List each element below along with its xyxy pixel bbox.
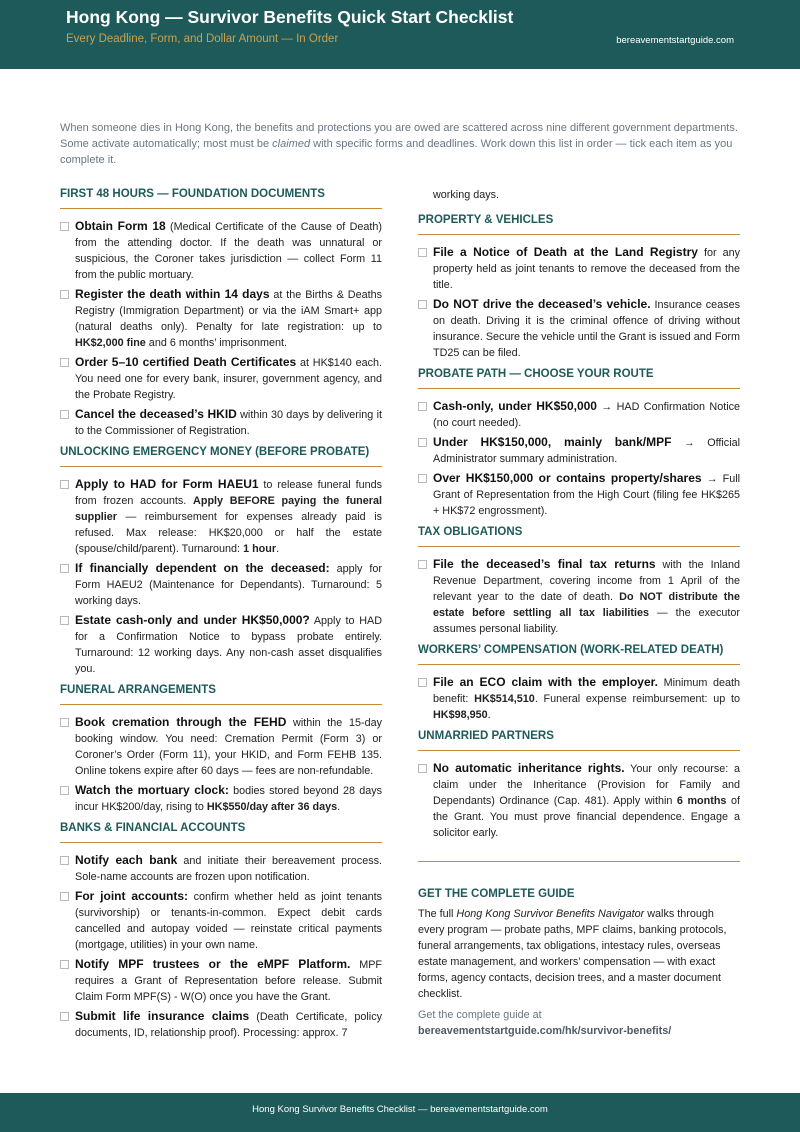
footer-banner <box>0 1093 800 1132</box>
header-banner <box>0 0 800 69</box>
section-funeral <box>60 682 382 815</box>
section-title: TAX OBLIGATIONS <box>418 524 740 547</box>
checklist-item: Register the death within 14 days at the Births & Deaths Registry (Immigration Department) or via the iAM Smart+ app (natural deaths only). Penalty for late registration: up to HK$2,000 fine and 6 months’ imprisonment. <box>60 286 382 351</box>
checkbox[interactable] <box>60 960 69 969</box>
checkbox[interactable] <box>60 222 69 231</box>
section-title: FIRST 48 HOURS — FOUNDATION DOCUMENTS <box>60 186 382 209</box>
guide-link-caption: Get the complete guide at <box>418 1009 542 1021</box>
checklist-item: Do NOT drive the deceased’s vehicle. Insurance ceases on death. Driving it is the criminal offence of driving without insurance. Secure the vehicle until the Grant is issued and Form TD25 can be filed. <box>418 296 740 361</box>
section-title: PROBATE PATH — CHOOSE YOUR ROUTE <box>418 366 740 389</box>
checkbox[interactable] <box>418 678 427 687</box>
section-workers-comp <box>418 642 740 723</box>
section-property <box>418 212 740 361</box>
checklist-item: Estate cash-only and under HK$50,000? Apply to HAD for a Confirmation Notice to bypass probate entirely. Turnaround: 12 working days. Any non-cash asset disqualifies you. <box>60 612 382 677</box>
checklist-item: No automatic inheritance rights. Your only recourse: a claim under the Inheritance (Provision for Family and Dependants) Ordinance (Cap. 481). Apply within 6 months of the Grant. You must prove financial dependence. Engage a solicitor early. <box>418 760 740 841</box>
section-title: BANKS & FINANCIAL ACCOUNTS <box>60 820 382 843</box>
checkbox[interactable] <box>60 1012 69 1021</box>
checkbox[interactable] <box>60 358 69 367</box>
checklist-item: Notify MPF trustees or the eMPF Platform. MPF requires a Grant of Representation before release. Submit Claim Form MPF(S) - W(O) once you have the Grant. <box>60 956 382 1005</box>
checklist-item: File an ECO claim with the employer. Minimum death benefit: HK$514,510. Funeral expense reimbursement: up to HK$98,950. <box>418 674 740 723</box>
section-title: UNLOCKING EMERGENCY MONEY (BEFORE PROBATE) <box>60 444 382 467</box>
checkbox[interactable] <box>60 564 69 573</box>
checklist-item: If financially dependent on the deceased: apply for Form HAEU2 (Maintenance for Dependants). Turnaround: 5 working days. <box>60 560 382 609</box>
checkbox[interactable] <box>418 560 427 569</box>
section-unmarried-partners <box>418 728 740 841</box>
section-probate <box>418 366 740 519</box>
checkbox[interactable] <box>60 290 69 299</box>
section-banks <box>60 820 382 1041</box>
section-title: PROPERTY & VEHICLES <box>418 212 740 235</box>
checklist-item: For joint accounts: confirm whether held as joint tenants (survivorship) or tenants-in-common. Expect debit cards cancelled and autopay voided — reinstate critical payments (mortgage, utilities) in your own name. <box>60 888 382 953</box>
checkbox[interactable] <box>60 480 69 489</box>
checkbox[interactable] <box>60 718 69 727</box>
checkbox[interactable] <box>418 764 427 773</box>
checklist-item: File a Notice of Death at the Land Registry for any property held as joint tenants to remove the deceased from the title. <box>418 244 740 293</box>
guide-description: The full Hong Kong Survivor Benefits Navigator walks through every program — probate paths, MPF claims, banking protocols, funeral arrangements, tax obligations, intestacy rules, overseas estate management, and workers’ compensation — with exact forms, agency contacts, decision trees, and a master document checklist. <box>418 908 727 1000</box>
guide-title: GET THE COMPLETE GUIDE <box>418 888 575 900</box>
guide-promo <box>418 886 740 1039</box>
continued-text: working days. <box>433 189 500 201</box>
page-subtitle: Every Deadline, Form, and Dollar Amount — In Order <box>66 33 339 45</box>
checklist-item: Cash-only, under HK$50,000 → HAD Confirmation Notice (no court needed). <box>418 398 740 431</box>
section-first-48-hours <box>60 186 382 439</box>
right-column <box>418 187 740 1039</box>
section-title: UNMARRIED PARTNERS <box>418 728 740 751</box>
section-emergency-money <box>60 444 382 677</box>
checkbox[interactable] <box>60 616 69 625</box>
section-title: FUNERAL ARRANGEMENTS <box>60 682 382 705</box>
section-title: WORKERS’ COMPENSATION (WORK-RELATED DEATH) <box>418 642 740 665</box>
checkbox[interactable] <box>60 786 69 795</box>
checkbox[interactable] <box>418 248 427 257</box>
checklist-item: Submit life insurance claims (Death Certificate, policy documents, ID, relationship proof). Processing: approx. 7 <box>60 1008 382 1041</box>
checklist-item: Watch the mortuary clock: bodies stored beyond 28 days incur HK$200/day, rising to HK$550/day after 36 days. <box>60 782 382 815</box>
checklist-item: Cancel the deceased’s HKID within 30 days by delivering it to the Commissioner of Registration. <box>60 406 382 439</box>
checklist-item: Order 5–10 certified Death Certificates at HK$140 each. You need one for every bank, insurer, government agency, and the Probate Registry. <box>60 354 382 403</box>
section-tax <box>418 524 740 637</box>
divider <box>418 861 740 862</box>
header-site-link[interactable]: bereavementstartguide.com <box>616 35 734 46</box>
checkbox[interactable] <box>418 300 427 309</box>
checklist-item: File the deceased’s final tax returns with the Inland Revenue Department, covering income from 1 April of the relevant year to the date of death. Do NOT distribute the estate before settling all tax liabilities — the executor assumes personal liability. <box>418 556 740 637</box>
footer-text: Hong Kong Survivor Benefits Checklist — bereavementstartguide.com <box>252 1104 548 1115</box>
page-title: Hong Kong — Survivor Benefits Quick Start Checklist <box>66 7 514 27</box>
checklist-item: Over HK$150,000 or contains property/shares → Full Grant of Representation from the High Court (filing fee HK$265 + HK$72 engrossment). <box>418 470 740 519</box>
checkbox[interactable] <box>60 892 69 901</box>
checklist-item: Apply to HAD for Form HAEU1 to release funeral funds from frozen accounts. Apply BEFORE paying the funeral supplier — reimbursement for expenses already paid is refused. Max release: HK$20,000 or half the estate (spouse/child/parent). Turnaround: 1 hour. <box>60 476 382 557</box>
checklist-item: Notify each bank and initiate their bereavement process. Sole-name accounts are frozen upon notification. <box>60 852 382 885</box>
checklist-item: Book cremation through the FEHD within the 15-day booking window. You need: Cremation Permit (Form 3) or Coroner’s Order (Form 11), your HKID, and Form FEHB 135. Online tokens expire after 60 days — fees are non-refundable. <box>60 714 382 779</box>
checkbox[interactable] <box>418 402 427 411</box>
left-column <box>60 186 382 1046</box>
checklist-item: Under HK$150,000, mainly bank/MPF → Official Administrator summary administration. <box>418 434 740 467</box>
checkbox[interactable] <box>60 856 69 865</box>
checkbox[interactable] <box>418 474 427 483</box>
checkbox[interactable] <box>418 438 427 447</box>
intro-paragraph: When someone dies in Hong Kong, the benefits and protections you are owed are scattered across nine different government departments. Some activate automatically; most must be claimed with specific forms and deadlines. Work down this list in order — tick each item as you complete it. <box>60 122 738 166</box>
guide-link[interactable]: bereavementstartguide.com/hk/survivor-benefits/ <box>418 1025 672 1037</box>
checkbox[interactable] <box>60 410 69 419</box>
checklist-item: Obtain Form 18 (Medical Certificate of the Cause of Death) from the attending doctor. If the death was unnatural or suspicious, the Coroner takes jurisdiction — collect Form 11 from the public mortuary. <box>60 218 382 283</box>
